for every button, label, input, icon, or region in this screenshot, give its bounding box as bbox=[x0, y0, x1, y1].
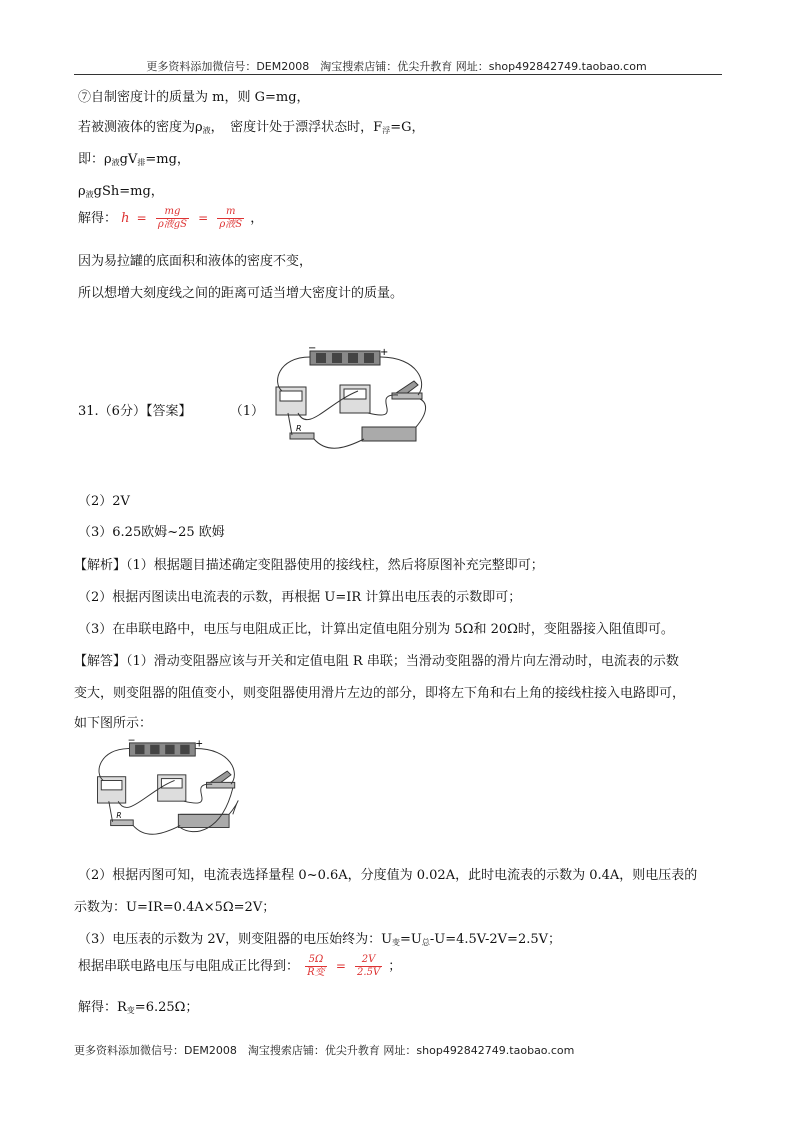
circuit-diagram-2 bbox=[90, 734, 246, 842]
q31-solution1b: 变大，则变阻器的阻值变小，则变阻器使用滑片左边的部分，即将左下角和右上角的接线柱接入电路即可， bbox=[74, 686, 686, 701]
svg-text:−: − bbox=[127, 734, 136, 746]
q31-answer3: （3）6.25欧姆~25 欧姆 bbox=[78, 525, 225, 540]
p7-line2: 若被测液体的密度为$\rho_液$， 密度计处于漂浮状态时，$F_浮=G$， bbox=[78, 120, 425, 135]
q31-solution2b: 示数为：U=IR=0.4A×5Ω=2V； bbox=[74, 900, 276, 915]
q31-solution3: （3）电压表的示数为 2V，则变阻器的电压始终为：$U_变=U_总-U=4.5V-2V=2.5V$； bbox=[78, 932, 562, 947]
svg-text:R: R bbox=[116, 811, 122, 821]
p7-line1: ⑦自制密度计的质量为 m，则 G=mg， bbox=[78, 90, 310, 105]
svg-text:R: R bbox=[296, 424, 302, 433]
q31-head: 31.（6分）【答案】 （1） bbox=[78, 404, 265, 419]
header-rule bbox=[74, 74, 722, 75]
page-header: 更多资料添加微信号：DEM2008 淘宝搜索店铺：优尖升教育 网址：shop492842749.taobao.com bbox=[146, 60, 647, 73]
svg-text:+: + bbox=[380, 347, 389, 358]
p7-line3: 即：$\rho_液gV_排=mg$， bbox=[78, 152, 190, 167]
circuit-diagram-1 bbox=[268, 343, 434, 455]
p7-line5-formula: 解得： h = $\frac{mg}{\text{ρ液gS}}$ = $\frac{m}{\text{ρ液S}}$ ， bbox=[78, 206, 264, 230]
p7-line7: 所以想增大刻度线之间的距离可适当增大密度计的质量。 bbox=[78, 286, 404, 301]
svg-text:+: + bbox=[195, 738, 204, 750]
p7-line6: 因为易拉罐的底面积和液体的密度不变， bbox=[78, 254, 313, 269]
q31-analysis3: （3）在串联电路中，电压与电阻成正比，计算出定值电阻分别为 5Ω和 20Ω时，变阻器接入阻值即可。 bbox=[78, 622, 674, 637]
svg-text:−: − bbox=[308, 343, 317, 354]
q31-solution5: 解得：$R_变=6.25\Omega$； bbox=[78, 1000, 199, 1015]
q31-solution1a: 【解答】（1）滑动变阻器应该与开关和定值电阻 R 串联；当滑动变阻器的滑片向左滑动时，电流表的示数 bbox=[74, 654, 679, 669]
p7-line4: $\rho_液gSh=mg$， bbox=[78, 184, 164, 199]
q31-analysis1: 【解析】（1）根据题目描述确定变阻器使用的接线柱，然后将原图补充完整即可； bbox=[74, 558, 544, 573]
page-footer: 更多资料添加微信号：DEM2008 淘宝搜索店铺：优尖升教育 网址：shop492842749.taobao.com bbox=[74, 1044, 575, 1057]
q31-analysis2: （2）根据丙图读出电流表的示数，再根据 U=IR 计算出电压表的示数即可； bbox=[78, 590, 522, 605]
q31-solution2a: （2）根据丙图可知，电流表选择量程 0~0.6A，分度值为 0.02A，此时电流表的示数为 0.4A，则电压表的 bbox=[78, 868, 698, 883]
q31-solution4-formula: 根据串联电路电压与电阻成正比得到： $\frac{5\Omega}{\text{R变}}$ = $\frac{2V}{2.5V}$ ； bbox=[78, 954, 402, 978]
q31-answer2: （2）2V bbox=[78, 494, 130, 509]
q31-solution1c: 如下图所示： bbox=[74, 716, 153, 731]
